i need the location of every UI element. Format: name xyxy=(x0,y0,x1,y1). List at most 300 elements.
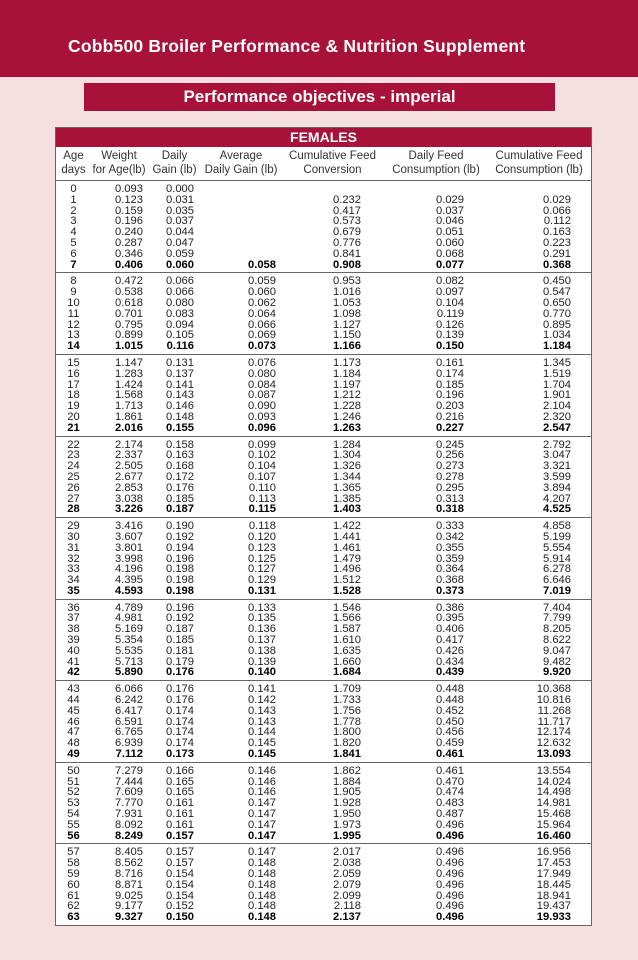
table-cell: 0.080 xyxy=(166,296,194,309)
table-cell: 0.650 xyxy=(543,296,571,309)
table-cell: 0.146 xyxy=(248,786,276,799)
table-cell: 0 xyxy=(70,183,77,195)
table-cell: 1.496 xyxy=(333,563,361,576)
table-cell: 0.135 xyxy=(248,612,276,625)
column-header-avg-daily-gain: Average Daily Gain (lb) xyxy=(204,150,278,176)
table-cell: 8.716 xyxy=(115,868,143,881)
table-cell: 51 xyxy=(67,775,80,788)
table-cell: 0.119 xyxy=(436,307,464,320)
table-cell: 63 xyxy=(67,911,80,924)
table-cell: 0.146 xyxy=(248,775,276,788)
table-cell: 0.679 xyxy=(333,226,361,239)
table-cell: 6.417 xyxy=(115,704,143,717)
table-cell: 1.424 xyxy=(115,378,143,391)
table-cell: 0.150 xyxy=(166,911,194,924)
table-cell: 0.147 xyxy=(248,818,276,831)
table-cell: 0.148 xyxy=(248,889,276,902)
table-cell: 0.461 xyxy=(436,748,464,761)
week-block xyxy=(56,518,591,600)
column-cum-feed xyxy=(487,684,591,760)
table-cell: 0.359 xyxy=(436,552,464,565)
table-cell: 1.461 xyxy=(333,541,361,554)
table-cell xyxy=(202,184,276,195)
table-cell: 0.123 xyxy=(115,193,143,206)
table-cell: 0.096 xyxy=(248,421,276,434)
table-cell: 8.405 xyxy=(115,846,143,859)
column-daily-gain xyxy=(147,440,202,516)
table-cell: 1.660 xyxy=(333,655,361,668)
table-cell xyxy=(202,227,276,238)
column-header-daily-feed: Daily Feed Consumption (lb) xyxy=(392,150,480,176)
table-cell: 14 xyxy=(67,340,80,353)
table-cell: 0.093 xyxy=(115,183,143,195)
table-cell: 0.113 xyxy=(248,492,276,505)
table-cell: 6 xyxy=(70,247,77,260)
table-cell: 1.403 xyxy=(333,503,361,516)
table-cell: 61 xyxy=(67,889,80,902)
column-weight xyxy=(91,684,147,760)
table-cell: 0.148 xyxy=(248,857,276,870)
table-cell: 1.546 xyxy=(333,601,361,614)
table-cell xyxy=(202,249,276,260)
table-cell: 10.368 xyxy=(536,683,571,696)
column-avg-daily-gain xyxy=(202,521,280,597)
table-cell: 4.207 xyxy=(543,492,571,505)
table-cell: 0.196 xyxy=(166,601,194,614)
table-cell: 0.084 xyxy=(248,378,276,391)
table-cell: 0.770 xyxy=(543,307,571,320)
table-cell: 0.145 xyxy=(248,748,276,761)
table-cell: 0.145 xyxy=(248,737,276,750)
table-cell: 14.981 xyxy=(536,797,571,810)
table-cell: 6.591 xyxy=(115,715,143,728)
table-cell: 12.632 xyxy=(536,737,571,750)
column-cum-feed xyxy=(487,766,591,842)
table-cell: 56 xyxy=(67,829,80,842)
table-cell: 0.273 xyxy=(436,460,464,473)
table-cell: 0.059 xyxy=(166,247,194,260)
table-cell: 53 xyxy=(67,797,80,810)
table-cell: 1.512 xyxy=(333,574,361,587)
table-cell: 1.197 xyxy=(333,378,361,391)
table-cell: 1.884 xyxy=(333,775,361,788)
column-avg-daily-gain xyxy=(202,440,280,516)
table-cell: 4.858 xyxy=(543,520,571,533)
table-cell: 58 xyxy=(67,857,80,870)
performance-table xyxy=(55,127,592,926)
table-cell: 7.019 xyxy=(543,584,571,597)
table-cell: 0.137 xyxy=(248,634,276,647)
table-cell: 0.147 xyxy=(248,808,276,821)
table-cell: 9.327 xyxy=(115,911,143,924)
table-cell: 0.439 xyxy=(436,666,464,679)
column-weight xyxy=(91,603,147,679)
table-cell: 1.246 xyxy=(333,410,361,423)
column-cum-feed xyxy=(487,521,591,597)
table-cell: 0.496 xyxy=(436,857,464,870)
table-cell: 1.950 xyxy=(333,808,361,821)
table-cell: 0.176 xyxy=(166,481,194,494)
table-cell: 55 xyxy=(67,818,80,831)
table-cell: 0.333 xyxy=(436,520,464,533)
table-cell: 1.709 xyxy=(333,683,361,696)
table-cell: 0.496 xyxy=(436,911,464,924)
column-avg-daily-gain xyxy=(202,603,280,679)
table-cell: 0.069 xyxy=(248,329,276,342)
table-cell: 0.037 xyxy=(166,215,194,228)
column-avg-daily-gain xyxy=(202,184,280,270)
table-cell: 0.099 xyxy=(248,438,276,451)
table-cell: 2.677 xyxy=(115,470,143,483)
table-cell: 0.795 xyxy=(115,318,143,331)
table-cell: 1.212 xyxy=(333,389,361,402)
column-age xyxy=(56,440,91,516)
table-cell: 0.157 xyxy=(166,846,194,859)
table-cell: 0.346 xyxy=(115,247,143,260)
table-cell: 1.713 xyxy=(115,400,143,413)
table-cell: 23 xyxy=(67,449,80,462)
column-cum-feed-conversion xyxy=(280,847,385,923)
table-cell: 0.077 xyxy=(436,258,464,271)
column-daily-gain xyxy=(147,521,202,597)
table-cell: 3.047 xyxy=(543,449,571,462)
table-cell: 2.118 xyxy=(333,900,361,913)
table-cell: 1.778 xyxy=(333,715,361,728)
table-cell: 1.326 xyxy=(333,460,361,473)
table-cell: 17.949 xyxy=(536,868,571,881)
table-cell xyxy=(202,206,276,217)
table-cell: 8.622 xyxy=(543,634,571,647)
table-cell: 57 xyxy=(67,846,80,859)
table-cell: 1.184 xyxy=(333,367,361,380)
table-cell: 0.185 xyxy=(436,378,464,391)
table-cell: 0.899 xyxy=(115,329,143,342)
table-cell: 0.172 xyxy=(166,470,194,483)
table-cell: 1.283 xyxy=(115,367,143,380)
table-cell: 12 xyxy=(67,318,80,331)
table-cell: 8.871 xyxy=(115,878,143,891)
table-cell: 0.434 xyxy=(436,655,464,668)
table-cell: 0.386 xyxy=(436,601,464,614)
column-header-cum-feed: Cumulative Feed Consumption (lb) xyxy=(495,150,583,176)
table-cell: 5.535 xyxy=(115,644,143,657)
table-cell: 0.452 xyxy=(436,704,464,717)
table-cell: 0.141 xyxy=(248,683,276,696)
column-cum-feed-conversion xyxy=(280,184,385,270)
table-cell: 0.573 xyxy=(333,215,361,228)
table-cell: 0.168 xyxy=(166,460,194,473)
table-cell: 0.076 xyxy=(248,356,276,369)
table-cell: 31 xyxy=(67,541,80,554)
table-cell: 0.355 xyxy=(436,541,464,554)
table-cell: 6.278 xyxy=(543,563,571,576)
table-cell: 36 xyxy=(67,601,80,614)
table-cell: 0.051 xyxy=(436,226,464,239)
table-cell: 7.279 xyxy=(115,764,143,777)
table-cell: 47 xyxy=(67,726,80,739)
table-cell: 0.087 xyxy=(248,389,276,402)
table-cell: 0.287 xyxy=(115,236,143,249)
table-cell: 0.496 xyxy=(436,889,464,902)
table-cell: 0.618 xyxy=(115,296,143,309)
column-weight xyxy=(91,440,147,516)
table-cell: 9.920 xyxy=(543,666,571,679)
table-cell: 0.223 xyxy=(543,236,571,249)
table-cell: 0.395 xyxy=(436,612,464,625)
column-header-cum-feed-conversion: Cumulative Feed Conversion xyxy=(289,150,376,176)
section-subtitle: Performance objectives - imperial xyxy=(183,87,456,106)
table-cell: 0.198 xyxy=(166,563,194,576)
table-cell: 5.914 xyxy=(543,552,571,565)
column-cum-feed xyxy=(487,440,591,516)
column-header-age: Age days xyxy=(61,150,86,176)
table-cell: 7.112 xyxy=(115,748,143,761)
table-cell: 3.894 xyxy=(543,481,571,494)
table-cell: 0.105 xyxy=(166,329,194,342)
table-cell: 2.079 xyxy=(333,878,361,891)
table-cell: 0.029 xyxy=(436,193,464,206)
table-cell: 0.953 xyxy=(333,275,361,288)
column-cum-feed-conversion xyxy=(280,276,385,352)
table-cell: 0.143 xyxy=(248,704,276,717)
table-cell: 0.143 xyxy=(248,715,276,728)
table-cell: 0.450 xyxy=(436,715,464,728)
column-cum-feed xyxy=(487,847,591,923)
table-cell: 1.228 xyxy=(333,400,361,413)
table-cell: 0.068 xyxy=(436,247,464,260)
table-cell: 1.016 xyxy=(333,286,361,299)
table-cell: 0.203 xyxy=(436,400,464,413)
table-cell: 0.406 xyxy=(115,258,143,271)
table-cell: 27 xyxy=(67,492,80,505)
table-cell: 3.801 xyxy=(115,541,143,554)
table-cell: 3.599 xyxy=(543,470,571,483)
table-cell: 0.140 xyxy=(248,666,276,679)
table-cell: 1.150 xyxy=(333,329,361,342)
table-cell: 0.133 xyxy=(248,601,276,614)
table-cell: 0.066 xyxy=(166,286,194,299)
table-cell: 12.174 xyxy=(536,726,571,739)
table-cell: 6.066 xyxy=(115,683,143,696)
table-cell: 0.148 xyxy=(248,868,276,881)
table-cell: 1.800 xyxy=(333,726,361,739)
table-cell: 0.176 xyxy=(166,683,194,696)
table-cell: 6.646 xyxy=(543,574,571,587)
table-cell: 0.227 xyxy=(436,421,464,434)
table-cell: 0.187 xyxy=(166,623,194,636)
table-cell: 17 xyxy=(67,378,80,391)
table-cell: 3.998 xyxy=(115,552,143,565)
table-cell: 0.139 xyxy=(248,655,276,668)
table-cell: 0.047 xyxy=(166,236,194,249)
table-cell: 1.344 xyxy=(333,470,361,483)
table-cell: 35 xyxy=(67,584,80,597)
table-cell: 0.066 xyxy=(248,318,276,331)
table-cell: 44 xyxy=(67,694,80,707)
table-cell: 1.861 xyxy=(115,410,143,423)
column-weight xyxy=(91,766,147,842)
table-cell: 7.404 xyxy=(543,601,571,614)
table-cell: 13.554 xyxy=(536,764,571,777)
table-cell: 0.313 xyxy=(436,492,464,505)
table-cell: 24 xyxy=(67,460,80,473)
table-cell: 0.417 xyxy=(436,634,464,647)
table-cell: 1.684 xyxy=(333,666,361,679)
table-cell: 0.496 xyxy=(436,818,464,831)
column-cum-feed xyxy=(487,276,591,352)
column-weight xyxy=(91,276,147,352)
table-cell: 48 xyxy=(67,737,80,750)
table-cell: 0.166 xyxy=(166,764,194,777)
table-cell: 50 xyxy=(67,764,80,777)
week-block xyxy=(56,181,591,273)
table-cell: 11.268 xyxy=(537,704,571,717)
table-cell: 0.136 xyxy=(248,623,276,636)
column-daily-gain xyxy=(147,766,202,842)
table-cell: 0.110 xyxy=(248,481,276,494)
table-cell: 1.053 xyxy=(333,296,361,309)
column-age xyxy=(56,847,91,923)
table-cell: 0.112 xyxy=(543,215,571,228)
table-cell: 1.519 xyxy=(543,367,571,380)
table-cell: 0.472 xyxy=(115,275,143,288)
table-cell: 0.037 xyxy=(436,204,464,217)
table-cell: 6.242 xyxy=(115,694,143,707)
table-cell: 0.192 xyxy=(166,530,194,543)
table-cell: 9.177 xyxy=(115,900,143,913)
table-cell: 7.770 xyxy=(115,797,143,810)
table-cell: 0.155 xyxy=(166,421,194,434)
table-cell: 3.607 xyxy=(115,530,143,543)
table-cell: 1.568 xyxy=(115,389,143,402)
column-daily-feed xyxy=(385,847,487,923)
table-title: FEMALES xyxy=(56,128,591,147)
table-cell: 0.342 xyxy=(436,530,464,543)
table-cell: 1.704 xyxy=(543,378,571,391)
table-cell: 0.127 xyxy=(248,563,276,576)
table-cell: 9 xyxy=(70,286,77,299)
table-cell: 5.890 xyxy=(115,666,143,679)
table-cell: 1.905 xyxy=(333,786,361,799)
week-block xyxy=(56,844,591,925)
table-cell: 0.232 xyxy=(333,193,361,206)
table-cell: 0.125 xyxy=(248,552,276,565)
table-cell: 15.468 xyxy=(536,808,571,821)
table-body xyxy=(56,181,591,925)
column-daily-gain xyxy=(147,684,202,760)
table-cell: 0.181 xyxy=(166,644,194,657)
table-cell: 1.441 xyxy=(333,530,361,543)
table-cell: 16.460 xyxy=(536,829,571,842)
table-cell: 1.184 xyxy=(543,340,571,353)
table-cell: 4.525 xyxy=(543,503,571,516)
table-cell: 42 xyxy=(67,666,80,679)
table-cell: 0.144 xyxy=(248,726,276,739)
table-cell: 1.034 xyxy=(543,329,571,342)
table-cell: 0.147 xyxy=(248,797,276,810)
table-cell: 1.166 xyxy=(333,340,361,353)
table-cell: 0.908 xyxy=(333,258,361,271)
column-cum-feed xyxy=(487,603,591,679)
column-avg-daily-gain xyxy=(202,847,280,923)
table-cell: 25 xyxy=(67,470,80,483)
table-cell: 0.104 xyxy=(248,460,276,473)
table-cell: 0.150 xyxy=(436,340,464,353)
table-cell: 0.161 xyxy=(166,818,194,831)
table-cell: 0.161 xyxy=(436,356,464,369)
table-cell: 0.104 xyxy=(436,296,464,309)
column-cum-feed-conversion xyxy=(280,766,385,842)
table-cell: 30 xyxy=(67,530,80,543)
column-headers xyxy=(56,147,591,181)
table-cell: 0.148 xyxy=(248,878,276,891)
table-cell: 0.196 xyxy=(436,389,464,402)
table-cell: 0.044 xyxy=(166,226,194,239)
table-cell: 0.194 xyxy=(166,541,194,554)
table-cell: 28 xyxy=(67,503,80,516)
table-cell: 0.090 xyxy=(248,400,276,413)
table-cell: 0.116 xyxy=(166,340,194,353)
column-daily-feed xyxy=(385,684,487,760)
table-cell: 0.496 xyxy=(436,878,464,891)
table-cell: 2.137 xyxy=(333,911,361,924)
column-weight xyxy=(91,358,147,434)
table-cell: 0.120 xyxy=(248,530,276,543)
table-cell: 0.157 xyxy=(166,829,194,842)
column-daily-feed xyxy=(385,603,487,679)
table-cell: 0.035 xyxy=(166,204,194,217)
table-cell: 62 xyxy=(67,900,80,913)
table-cell: 5.554 xyxy=(543,541,571,554)
table-cell: 0.179 xyxy=(166,655,194,668)
column-age xyxy=(56,684,91,760)
table-cell: 33 xyxy=(67,563,80,576)
table-cell: 16.956 xyxy=(536,846,571,859)
column-cum-feed-conversion xyxy=(280,603,385,679)
table-cell: 13.093 xyxy=(536,748,571,761)
table-cell: 7.799 xyxy=(543,612,571,625)
table-cell: 2.547 xyxy=(543,421,571,434)
table-cell: 0.158 xyxy=(166,438,194,451)
table-cell: 0.538 xyxy=(115,286,143,299)
table-cell: 0.174 xyxy=(166,704,194,717)
table-cell: 0.118 xyxy=(248,520,276,533)
table-cell: 1.820 xyxy=(333,737,361,750)
column-avg-daily-gain xyxy=(202,276,280,352)
table-cell: 0.066 xyxy=(543,204,571,217)
table-cell: 3.226 xyxy=(115,503,143,516)
table-cell: 1.479 xyxy=(333,552,361,565)
column-daily-gain xyxy=(147,847,202,923)
table-cell: 1.345 xyxy=(543,356,571,369)
document-title: Cobb500 Broiler Performance & Nutrition Supplement xyxy=(68,36,526,56)
table-cell: 1.928 xyxy=(333,797,361,810)
table-cell: 0.000 xyxy=(166,183,194,195)
table-cell: 0.152 xyxy=(166,900,194,913)
column-daily-gain xyxy=(147,358,202,434)
table-cell: 14.024 xyxy=(536,775,571,788)
table-cell: 10.816 xyxy=(536,694,571,707)
column-daily-feed xyxy=(385,276,487,352)
table-cell: 0.176 xyxy=(166,666,194,679)
table-cell: 2.099 xyxy=(333,889,361,902)
table-cell: 0.216 xyxy=(436,410,464,423)
table-cell: 0.080 xyxy=(248,367,276,380)
table-cell: 7.444 xyxy=(115,775,143,788)
table-cell: 13 xyxy=(67,329,80,342)
table-cell xyxy=(202,195,276,206)
column-weight xyxy=(91,521,147,597)
